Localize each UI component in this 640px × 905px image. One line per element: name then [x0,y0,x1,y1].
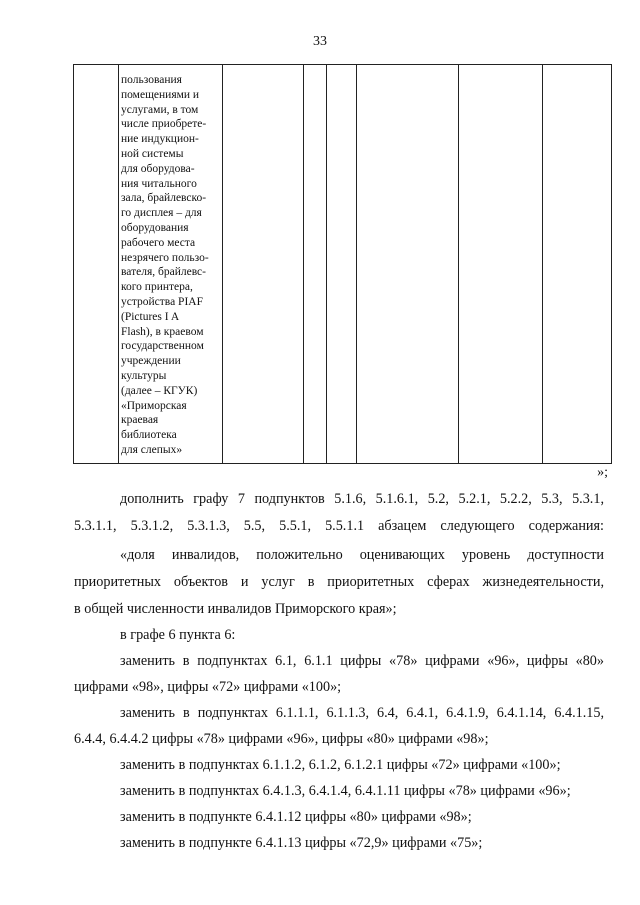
table-cell-5 [327,65,357,464]
paragraph-line: «доля инвалидов, положительно оценивающих уровень доступности [120,547,604,563]
table-row [74,65,612,464]
paragraph-line: 5.3.1.1, 5.3.1.2, 5.3.1.3, 5.5, 5.5.1, 5.5.1.1 абзацем следующего содержания: [74,518,604,534]
paragraph-line: дополнить графу 7 подпунктов 5.1.6, 5.1.6.1, 5.2, 5.2.1, 5.2.2, 5.3, 5.3.1, [120,491,604,507]
paragraph-line: приоритетных объектов и услуг в приоритетных сферах жизнедеятельности, [74,574,604,590]
paragraph-line: заменить в подпунктах 6.4.1.3, 6.4.1.4, 6.4.1.11 цифры «78» цифрами «96»; [120,783,571,799]
table-cell-3 [223,65,304,464]
table-cell-6 [357,65,459,464]
paragraph-line: в графе 6 пункта 6: [120,627,236,643]
table-cell-text: пользования помещениями и услугами, в том числе приобрете- ние индукцион- ной системы для оборудова- ния читального зала, брайлевско- го дисплея – для оборудования рабочего места незрячего пользо- вателя, брайлевс- кого принтера, устройства PIAF (Pictures I A Flash), в краевом государственном учреждении культуры (далее – КГУК) «Приморская краевая библиотека для слепых» [121,74,209,456]
paragraph-line: заменить в подпунктах 6.1.1.2, 6.1.2, 6.1.2.1 цифры «72» цифрами «100»; [120,757,561,773]
table-cell-7 [459,65,543,464]
paragraph-line: заменить в подпункте 6.4.1.13 цифры «72,9» цифрами «75»; [120,835,483,851]
document-table [73,64,612,464]
paragraph-line: 6.4.4, 6.4.4.2 цифры «78» цифрами «96», цифры «80» цифрами «98»; [74,731,489,747]
paragraph-line: заменить в подпунктах 6.1.1.1, 6.1.1.3, 6.4, 6.4.1, 6.4.1.9, 6.4.1.14, 6.4.1.15, [120,705,604,721]
table-cell-8 [543,65,612,464]
table-end-mark: »; [597,465,608,480]
table-cell-1 [74,65,119,464]
paragraph-line: заменить в подпунктах 6.1, 6.1.1 цифры «78» цифрами «96», цифры «80» [120,653,604,669]
table-cell-2 [119,65,223,464]
paragraph-line: цифрами «98», цифры «72» цифрами «100»; [74,679,342,695]
paragraph-line: в общей численности инвалидов Приморского края»; [74,601,397,617]
paragraph-line: заменить в подпункте 6.4.1.12 цифры «80» цифрами «98»; [120,809,472,825]
table-cell-4 [304,65,327,464]
page-number: 33 [313,34,327,49]
